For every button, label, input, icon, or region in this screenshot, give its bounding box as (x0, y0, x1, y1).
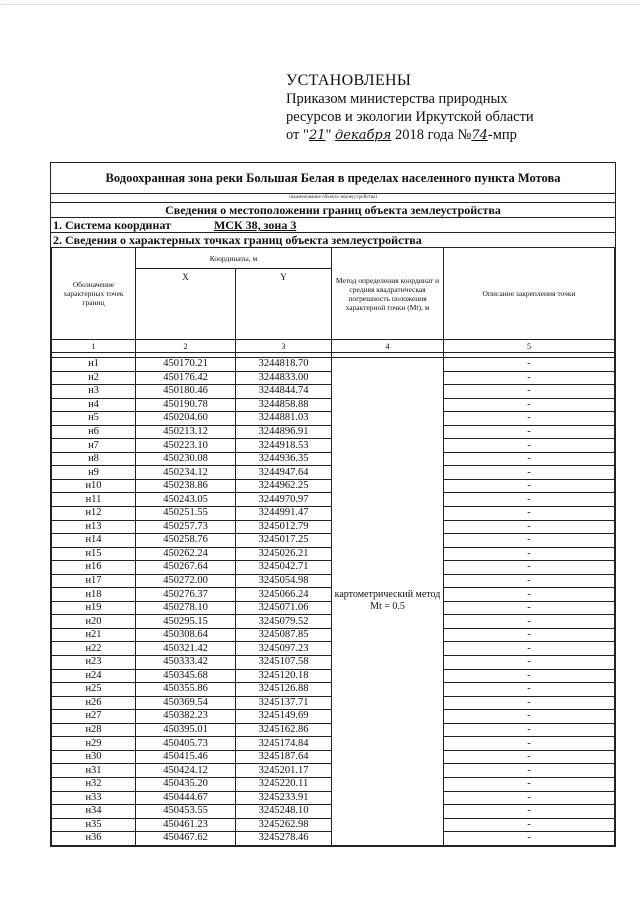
date-mid: " (325, 127, 332, 143)
document-sheet (50, 162, 616, 847)
coord-y: 3245071.06 (236, 601, 332, 615)
point-id: н21 (52, 628, 136, 642)
point-description: - (444, 385, 615, 399)
coord-x: 450243.05 (136, 493, 236, 507)
header-x: X (136, 269, 236, 340)
coord-y: 3244962.25 (236, 479, 332, 493)
coord-y: 3245162.86 (236, 723, 332, 737)
coord-x: 450230.08 (136, 452, 236, 466)
coord-x: 450258.76 (136, 534, 236, 548)
point-id: н19 (52, 601, 136, 615)
coord-x: 450444.67 (136, 791, 236, 805)
point-description: - (444, 615, 615, 629)
coord-x: 450262.24 (136, 547, 236, 561)
coord-x: 450180.46 (136, 385, 236, 399)
col-num: 5 (444, 340, 615, 353)
coord-x: 450251.55 (136, 507, 236, 521)
coord-y: 3245248.10 (236, 805, 332, 819)
point-description: - (444, 683, 615, 697)
point-id: н11 (52, 493, 136, 507)
coord-x: 450415.46 (136, 750, 236, 764)
point-description: - (444, 371, 615, 385)
point-description: - (444, 818, 615, 832)
point-id: н35 (52, 818, 136, 832)
coord-x: 450333.42 (136, 656, 236, 670)
point-id: н36 (52, 832, 136, 846)
approval-line-3: ресурсов и экологии Иркутской области (286, 109, 534, 125)
coord-y: 3245137.71 (236, 696, 332, 710)
method-cell: картометрический метод Mt = 0.5 (332, 358, 444, 846)
point-description: - (444, 764, 615, 778)
point-id: н3 (52, 385, 136, 399)
point-id: н12 (52, 507, 136, 521)
coord-x: 450424.12 (136, 764, 236, 778)
coord-x: 450190.78 (136, 398, 236, 412)
coord-y: 3245107.58 (236, 656, 332, 670)
point-description: - (444, 439, 615, 453)
point-id: н16 (52, 561, 136, 575)
point-id: н26 (52, 696, 136, 710)
point-id: н1 (52, 358, 136, 372)
coord-x: 450170.21 (136, 358, 236, 372)
point-description: - (444, 358, 615, 372)
point-id: н15 (52, 547, 136, 561)
scan-artifact (0, 4, 640, 9)
coord-x: 450276.37 (136, 588, 236, 602)
point-description: - (444, 805, 615, 819)
point-id: н5 (52, 412, 136, 426)
point-id: н25 (52, 683, 136, 697)
point-id: н20 (52, 615, 136, 629)
date-prefix: от " (286, 127, 309, 143)
point-description: - (444, 628, 615, 642)
header-method: Метод определения координат и средняя квадратическая погрешность положения характерной точки (Mt), м (332, 248, 444, 340)
point-description: - (444, 696, 615, 710)
coord-x: 450355.86 (136, 683, 236, 697)
point-description: - (444, 466, 615, 480)
point-id: н6 (52, 425, 136, 439)
point-id: н8 (52, 452, 136, 466)
coord-y: 3244970.97 (236, 493, 332, 507)
coordinate-system-row (51, 217, 615, 232)
header-y: Y (236, 269, 332, 340)
point-id: н23 (52, 656, 136, 670)
section-title: Сведения о местоположении границ объекта землеустройства (51, 202, 615, 217)
point-description: - (444, 737, 615, 751)
point-id: н32 (52, 777, 136, 791)
date-month: декабря (335, 128, 392, 143)
approval-line-2: Приказом министерства природных (286, 91, 508, 107)
point-description: - (444, 452, 615, 466)
col-num: 2 (136, 340, 236, 353)
coord-x: 450272.00 (136, 574, 236, 588)
coord-y: 3245126.88 (236, 683, 332, 697)
coord-y: 3245066.24 (236, 588, 332, 602)
point-description: - (444, 656, 615, 670)
coord-x: 450345.68 (136, 669, 236, 683)
point-description: - (444, 750, 615, 764)
point-description: - (444, 479, 615, 493)
coord-x: 450234.12 (136, 466, 236, 480)
point-id: н33 (52, 791, 136, 805)
coord-x: 450435.20 (136, 777, 236, 791)
coord-y: 3244991.47 (236, 507, 332, 521)
col-num: 3 (236, 340, 332, 353)
coord-x: 450405.73 (136, 737, 236, 751)
coord-y: 3245187.64 (236, 750, 332, 764)
point-description: - (444, 425, 615, 439)
coord-y: 3245278.46 (236, 832, 332, 846)
point-id: н4 (52, 398, 136, 412)
approval-stamp (286, 72, 606, 145)
coord-y: 3245120.18 (236, 669, 332, 683)
coord-y: 3244858.88 (236, 398, 332, 412)
coord-y: 3245087.85 (236, 628, 332, 642)
coord-x: 450223.10 (136, 439, 236, 453)
coord-x: 450395.01 (136, 723, 236, 737)
coordinate-system-value: МСК 38, зона 3 (213, 218, 297, 232)
coord-y: 3245262.98 (236, 818, 332, 832)
point-description: - (444, 832, 615, 846)
coord-x: 450295.15 (136, 615, 236, 629)
coord-y: 3245054.98 (236, 574, 332, 588)
coord-y: 3245012.79 (236, 520, 332, 534)
title-note: (наименование объекта землеустройства) (51, 193, 615, 202)
point-id: н27 (52, 710, 136, 724)
coord-x: 450213.12 (136, 425, 236, 439)
point-description: - (444, 669, 615, 683)
coord-x: 450308.64 (136, 628, 236, 642)
coord-y: 3245149.69 (236, 710, 332, 724)
point-description: - (444, 507, 615, 521)
header-coords: Координаты, м (136, 248, 332, 269)
coord-x: 450176.42 (136, 371, 236, 385)
point-description: - (444, 547, 615, 561)
table-row (52, 358, 615, 372)
point-id: н30 (52, 750, 136, 764)
point-id: н17 (52, 574, 136, 588)
coord-x: 450267.64 (136, 561, 236, 575)
point-description: - (444, 561, 615, 575)
coordinate-system-label: 1. Система координат (53, 218, 171, 232)
coord-y: 3244936.35 (236, 452, 332, 466)
coord-x: 450278.10 (136, 601, 236, 615)
point-id: н13 (52, 520, 136, 534)
coord-y: 3244844.74 (236, 385, 332, 399)
coord-y: 3245201.17 (236, 764, 332, 778)
point-id: н34 (52, 805, 136, 819)
point-id: н14 (52, 534, 136, 548)
point-id: н2 (52, 371, 136, 385)
header-description: Описание закрепления точки (444, 248, 615, 340)
coord-x: 450453.55 (136, 805, 236, 819)
point-description: - (444, 777, 615, 791)
point-id: н28 (52, 723, 136, 737)
point-description: - (444, 791, 615, 805)
point-description: - (444, 710, 615, 724)
point-description: - (444, 520, 615, 534)
point-id: н22 (52, 642, 136, 656)
coord-y: 3245042.71 (236, 561, 332, 575)
approval-date-line (286, 126, 606, 145)
coord-x: 450461.23 (136, 818, 236, 832)
coord-x: 450238.86 (136, 479, 236, 493)
point-description: - (444, 601, 615, 615)
coord-y: 3244918.53 (236, 439, 332, 453)
coord-y: 3244818.70 (236, 358, 332, 372)
coord-x: 450382.23 (136, 710, 236, 724)
document-title: Водоохранная зона реки Большая Белая в пределах населенного пункта Мотова (105, 170, 561, 185)
coord-y: 3244881.03 (236, 412, 332, 426)
point-description: - (444, 588, 615, 602)
points-table (51, 247, 615, 846)
coord-y: 3245079.52 (236, 615, 332, 629)
coord-x: 450321.42 (136, 642, 236, 656)
coord-y: 3245017.25 (236, 534, 332, 548)
coord-y: 3245097.23 (236, 642, 332, 656)
date-year: 2018 года № (394, 127, 472, 143)
order-number: 74 (471, 128, 488, 143)
coord-x: 450369.54 (136, 696, 236, 710)
point-id: н7 (52, 439, 136, 453)
point-description: - (444, 412, 615, 426)
point-id: н9 (52, 466, 136, 480)
point-description: - (444, 493, 615, 507)
date-day: 21 (308, 128, 326, 143)
coord-y: 3245026.21 (236, 547, 332, 561)
coord-y: 3245174.84 (236, 737, 332, 751)
point-id: н10 (52, 479, 136, 493)
coord-x: 450204.60 (136, 412, 236, 426)
coord-y: 3244947.64 (236, 466, 332, 480)
approval-heading: УСТАНОВЛЕНЫ (286, 72, 412, 89)
point-id: н31 (52, 764, 136, 778)
point-description: - (444, 642, 615, 656)
point-id: н29 (52, 737, 136, 751)
coord-y: 3244896.91 (236, 425, 332, 439)
points-section-title: 2. Сведения о характерных точках границ объекта землеустройства (51, 232, 615, 247)
coord-y: 3245220.11 (236, 777, 332, 791)
point-description: - (444, 398, 615, 412)
coord-y: 3244833.00 (236, 371, 332, 385)
point-description: - (444, 574, 615, 588)
col-num: 1 (52, 340, 136, 353)
col-num: 4 (332, 340, 444, 353)
order-suffix: -мпр (487, 127, 517, 143)
point-id: н18 (52, 588, 136, 602)
coord-x: 450467.62 (136, 832, 236, 846)
point-id: н24 (52, 669, 136, 683)
point-description: - (444, 723, 615, 737)
header-point: Обозначение характерных точек границ (52, 248, 136, 340)
coord-x: 450257.73 (136, 520, 236, 534)
coord-y: 3245233.91 (236, 791, 332, 805)
point-description: - (444, 534, 615, 548)
